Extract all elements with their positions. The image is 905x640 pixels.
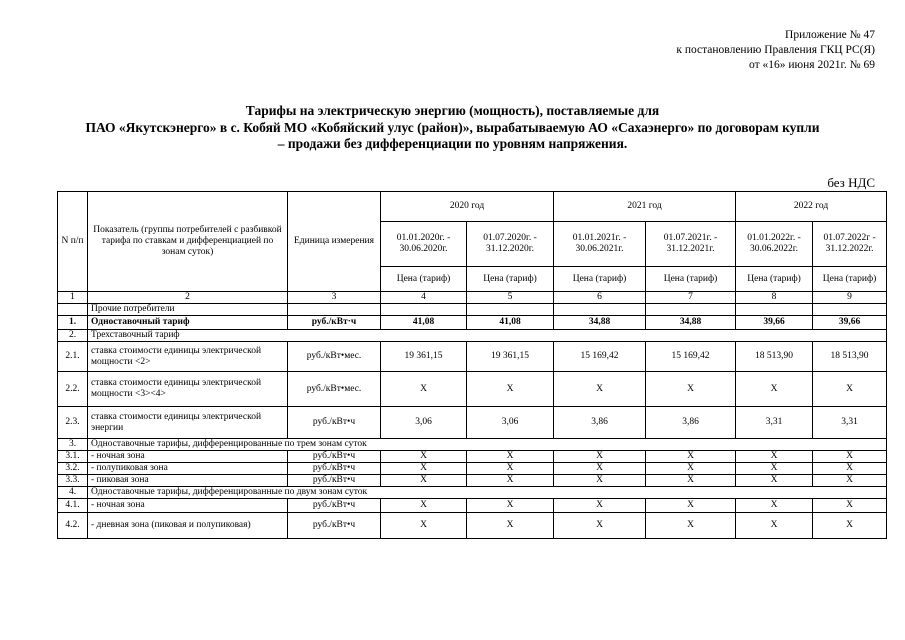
row-value: X xyxy=(467,372,554,407)
row-value: X xyxy=(646,463,736,475)
header-period: 01.01.2021г. - 30.06.2021г. xyxy=(554,222,646,267)
row-value: X xyxy=(646,499,736,513)
row-value: 19 361,15 xyxy=(467,342,554,372)
row-value: 15 169,42 xyxy=(646,342,736,372)
row-value: X xyxy=(736,499,813,513)
row-unit: руб./кВт•ч xyxy=(288,407,381,439)
row-value: 34,88 xyxy=(646,316,736,330)
header-price: Цена (тариф) xyxy=(646,267,736,292)
row-value: X xyxy=(467,463,554,475)
row-value: X xyxy=(646,372,736,407)
row-num: 2.1. xyxy=(58,342,88,372)
table-row xyxy=(58,463,887,475)
table-row xyxy=(58,439,887,451)
col-number: 8 xyxy=(736,292,813,304)
row-value: X xyxy=(381,499,467,513)
row-value: X xyxy=(467,475,554,487)
row-value: X xyxy=(736,513,813,539)
table-row xyxy=(58,487,887,499)
row-value: 3,06 xyxy=(381,407,467,439)
row-value: 34,88 xyxy=(554,316,646,330)
table-row xyxy=(58,330,887,342)
table-row xyxy=(58,451,887,463)
appendix-header xyxy=(676,28,875,73)
row-name: ставка стоимости единицы электрической мощности <3><4> xyxy=(88,372,288,407)
table-row xyxy=(58,342,887,372)
row-value: X xyxy=(646,451,736,463)
tariff-table xyxy=(57,191,887,539)
row-value: 18 513,90 xyxy=(813,342,887,372)
header-period: 01.07.2021г. - 31.12.2021г. xyxy=(646,222,736,267)
document-title xyxy=(20,103,885,153)
row-value: X xyxy=(736,372,813,407)
col-number: 2 xyxy=(88,292,288,304)
row-value: X xyxy=(381,513,467,539)
header-year-2020: 2020 год xyxy=(381,192,554,222)
row-value: X xyxy=(554,451,646,463)
column-number-row xyxy=(58,292,887,304)
row-value: 41,08 xyxy=(467,316,554,330)
table-row xyxy=(58,316,887,330)
row-num: 4.2. xyxy=(58,513,88,539)
row-value: X xyxy=(554,463,646,475)
row-value: X xyxy=(554,499,646,513)
row-name: - ночная зона xyxy=(88,451,288,463)
row-num: 2. xyxy=(58,330,88,342)
row-unit: руб./кВт•ч xyxy=(288,463,381,475)
row-value: X xyxy=(554,372,646,407)
row-value: X xyxy=(381,372,467,407)
header-indicator: Показатель (группы потребителей с разбивкой тарифа по ставкам и дифференциацией по зонам суток) xyxy=(88,192,288,292)
row-unit: руб./кВт•ч xyxy=(288,513,381,539)
row-value: X xyxy=(736,451,813,463)
header-period: 01.07.2022г - 31.12.2022г. xyxy=(813,222,887,267)
row-value: 39,66 xyxy=(813,316,887,330)
row-name: - полупиковая зона xyxy=(88,463,288,475)
row-value: X xyxy=(646,475,736,487)
appendix-decree: к постановлению Правления ГКЦ РС(Я) xyxy=(676,44,875,56)
row-name: - дневная зона (пиковая и полупиковая) xyxy=(88,513,288,539)
row-name: Одноставочные тарифы, дифференцированные по трем зонам суток xyxy=(88,439,887,451)
row-unit: руб./кВт•ч xyxy=(288,475,381,487)
row-num: 3. xyxy=(58,439,88,451)
row-name: Одноставочные тарифы, дифференцированные по двум зонам суток xyxy=(88,487,887,499)
row-value: 15 169,42 xyxy=(554,342,646,372)
row-value: 19 361,15 xyxy=(381,342,467,372)
header-period: 01.01.2022г. - 30.06.2022г. xyxy=(736,222,813,267)
row-value: 3,31 xyxy=(736,407,813,439)
row-num: 2.3. xyxy=(58,407,88,439)
col-number: 3 xyxy=(288,292,381,304)
title-line-3: – продажи без дифференциации по уровням напряжения. xyxy=(277,136,628,151)
section-other-consumers: Прочие потребители xyxy=(88,304,288,316)
row-value: X xyxy=(813,513,887,539)
row-unit: руб./кВт•ч xyxy=(288,499,381,513)
header-unit: Единица измерения xyxy=(288,192,381,292)
row-value: 41,08 xyxy=(381,316,467,330)
header-price: Цена (тариф) xyxy=(813,267,887,292)
header-year-2021: 2021 год xyxy=(554,192,736,222)
table-row xyxy=(58,475,887,487)
row-num: 3.1. xyxy=(58,451,88,463)
row-value: X xyxy=(813,463,887,475)
row-unit: руб./кВт•мес. xyxy=(288,342,381,372)
table-row xyxy=(58,372,887,407)
row-unit: руб./кВт·ч xyxy=(288,316,381,330)
row-value: 39,66 xyxy=(736,316,813,330)
header-period: 01.01.2020г. - 30.06.2020г. xyxy=(381,222,467,267)
row-value: X xyxy=(813,451,887,463)
col-number: 7 xyxy=(646,292,736,304)
row-value: 3,86 xyxy=(646,407,736,439)
table-row xyxy=(58,513,887,539)
header-year-2022: 2022 год xyxy=(736,192,887,222)
row-num: 4.1. xyxy=(58,499,88,513)
title-line-2: ПАО «Якутскэнерго» в с. Кобяй МО «Кобяйский улус (район)», вырабатываемую АО «Сахаэнерго» по договорам купли xyxy=(85,119,820,135)
header-price: Цена (тариф) xyxy=(381,267,467,292)
row-value: X xyxy=(813,475,887,487)
row-value: X xyxy=(736,475,813,487)
row-unit: руб./кВт•ч xyxy=(288,451,381,463)
row-value: X xyxy=(813,499,887,513)
table-row xyxy=(58,499,887,513)
table-row xyxy=(58,407,887,439)
header-price: Цена (тариф) xyxy=(467,267,554,292)
row-name: ставка стоимости единицы электрической мощности <2> xyxy=(88,342,288,372)
row-value: X xyxy=(467,451,554,463)
col-number: 4 xyxy=(381,292,467,304)
row-name: Трехставочный тариф xyxy=(88,330,887,342)
header-num: N п/п xyxy=(58,192,88,292)
row-num: 4. xyxy=(58,487,88,499)
section-row xyxy=(58,304,887,316)
row-name: Одноставочный тариф xyxy=(88,316,288,330)
col-number: 6 xyxy=(554,292,646,304)
header-price: Цена (тариф) xyxy=(736,267,813,292)
row-value: 3,86 xyxy=(554,407,646,439)
appendix-number: Приложение № 47 xyxy=(785,29,875,41)
row-value: X xyxy=(554,513,646,539)
title-line-1: Тарифы на электрическую энергию (мощность), поставляемые для xyxy=(245,103,660,118)
row-num: 3.2. xyxy=(58,463,88,475)
header-period: 01.07.2020г. - 31.12.2020г. xyxy=(467,222,554,267)
col-number: 1 xyxy=(58,292,88,304)
row-value: X xyxy=(381,451,467,463)
vat-note: без НДС xyxy=(827,175,875,190)
col-number: 9 xyxy=(813,292,887,304)
row-value: 3,31 xyxy=(813,407,887,439)
row-value: X xyxy=(467,513,554,539)
row-value: X xyxy=(646,513,736,539)
row-value: X xyxy=(381,475,467,487)
row-name: - ночная зона xyxy=(88,499,288,513)
header-price: Цена (тариф) xyxy=(554,267,646,292)
row-value: X xyxy=(467,499,554,513)
row-value: 3,06 xyxy=(467,407,554,439)
row-value: X xyxy=(554,475,646,487)
row-value: 18 513,90 xyxy=(736,342,813,372)
row-num: 3.3. xyxy=(58,475,88,487)
row-value: X xyxy=(813,372,887,407)
row-num: 1. xyxy=(58,316,88,330)
appendix-date: от «16» июня 2021г. № 69 xyxy=(749,59,875,71)
row-value: X xyxy=(736,463,813,475)
row-value: X xyxy=(381,463,467,475)
row-unit: руб./кВт•мес. xyxy=(288,372,381,407)
row-name: ставка стоимости единицы электрической энергии xyxy=(88,407,288,439)
col-number: 5 xyxy=(467,292,554,304)
row-name: - пиковая зона xyxy=(88,475,288,487)
row-num: 2.2. xyxy=(58,372,88,407)
